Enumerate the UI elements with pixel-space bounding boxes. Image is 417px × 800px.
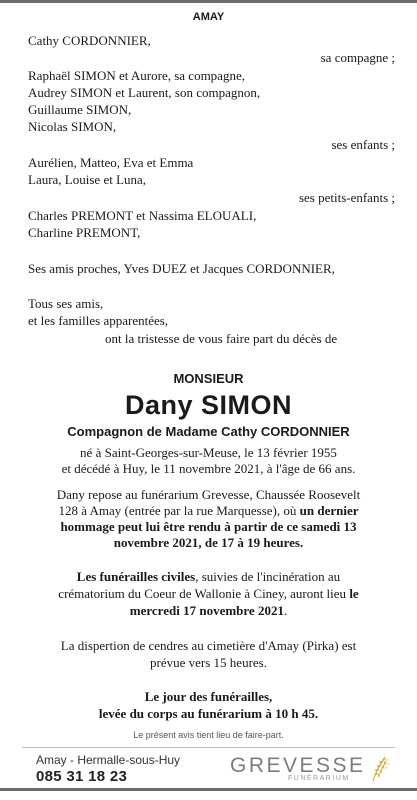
death-line: et décédé à Huy, le 11 novembre 2021, à l'âge de 66 ans.	[61, 461, 356, 476]
family-line: Raphaël SIMON et Aurore, sa compagne,	[28, 68, 245, 83]
footer-phone: 085 31 18 23	[36, 768, 128, 785]
funeral-date: mercredi 17 novembre 2021	[129, 603, 284, 618]
footer-divider	[22, 747, 395, 748]
repose-line	[0, 503, 417, 519]
family-line: Aurélien, Matteo, Eva et Emma	[28, 155, 194, 170]
wheat-sprig-icon	[367, 754, 391, 782]
notice-disclaimer: Le présent avis tient lieu de faire-part.	[133, 730, 284, 740]
grevesse-logo	[230, 752, 390, 786]
repose-line: Dany repose au funérarium Grevesse, Chaussée Roosevelt	[56, 487, 361, 502]
announcement-line: ont la tristesse de vous faire part du décès de	[105, 331, 338, 346]
funeral-text: .	[283, 603, 288, 618]
family-line: Charline PREMONT,	[28, 225, 141, 240]
family-line: Ses amis proches, Yves DUEZ et Jacques CORDONNIER,	[28, 261, 335, 276]
ashes-line: La dispertion de cendres au cimetière d'Amay (Pirka) est	[60, 638, 357, 653]
logo-subtitle: FUNÉRARIUM	[288, 775, 350, 782]
family-line: Tous ses amis,	[28, 296, 104, 311]
family-line: Charles PREMONT et Nassima ELOUALI,	[28, 208, 257, 223]
deceased-name: Dany SIMON	[124, 390, 293, 420]
family-relation: ses enfants ;	[331, 137, 395, 152]
family-line: Laura, Louise et Luna,	[28, 172, 147, 187]
funeral-emphasis: le	[349, 586, 359, 601]
repose-line: novembre 2021, de 17 à 19 heures.	[113, 535, 304, 550]
family-line: Audrey SIMON et Laurent, son compagnon,	[28, 85, 261, 100]
repose-text: 128 à Amay (entrée par la rue Marquesse), où	[58, 503, 300, 518]
funeral-line	[0, 603, 417, 619]
logo-wordmark: GREVESSE	[230, 754, 366, 777]
relation-line: Compagnon de Madame Cathy CORDONNIER	[67, 424, 350, 439]
family-line: et les familles apparentées,	[28, 313, 169, 328]
family-relation: ses petits-enfants ;	[298, 190, 395, 205]
funeral-text: crématorium du Coeur de Wallonie à Ciney, auront lieu	[58, 586, 350, 601]
family-relation: sa compagne ;	[320, 50, 395, 65]
ashes-line: prévue vers 15 heures.	[150, 655, 267, 670]
funeral-day-line: Le jour des funérailles,	[144, 689, 273, 704]
repose-line: hommage peut lui être rendu à partir de ce samedi 13	[60, 519, 357, 534]
birth-line: né à Saint-Georges-sur-Meuse, le 13 février 1955	[80, 445, 337, 460]
bottom-border	[0, 788, 417, 791]
repose-emphasis: un dernier	[299, 503, 359, 518]
funeral-text: , suivies de l'incinération au	[195, 569, 341, 584]
family-line: Nicolas SIMON,	[28, 119, 117, 134]
funeral-line	[0, 569, 417, 585]
family-line: Guillaume SIMON,	[28, 102, 132, 117]
family-line: Cathy CORDONNIER,	[28, 33, 151, 48]
funeral-line	[0, 586, 417, 602]
header-town: AMAY	[192, 11, 225, 23]
footer-location: Amay - Hermalle-sous-Huy	[36, 753, 181, 767]
funeral-emphasis: Les funérailles civiles	[76, 569, 196, 584]
top-border	[0, 0, 417, 3]
honorific: MONSIEUR	[173, 371, 244, 386]
funeral-day-line: levée du corps au funérarium à 10 h 45.	[98, 706, 319, 721]
